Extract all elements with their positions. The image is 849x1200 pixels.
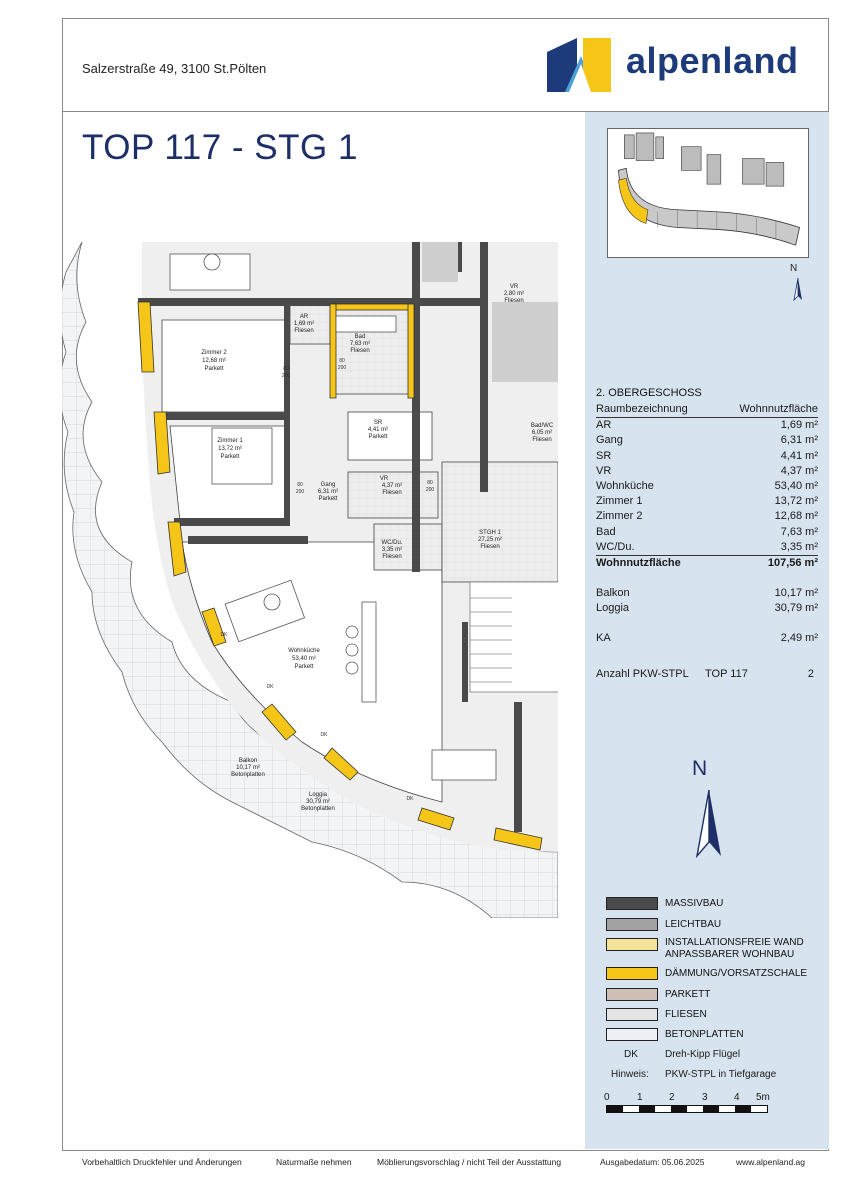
room-table bbox=[596, 402, 818, 571]
site-minimap bbox=[607, 128, 809, 258]
svg-text:10,17 m²: 10,17 m² bbox=[236, 765, 260, 771]
hint-label: PKW-STPL in Tiefgarage bbox=[665, 1069, 777, 1080]
svg-text:200: 200 bbox=[295, 489, 305, 495]
svg-text:Fliesen: Fliesen bbox=[504, 298, 524, 304]
svg-text:Fliesen: Fliesen bbox=[382, 490, 402, 496]
svg-text:Fliesen: Fliesen bbox=[532, 437, 552, 443]
project-address: Salzerstraße 49, 3100 St.Pölten bbox=[82, 61, 267, 76]
room-row: Gang 6,31 m² bbox=[596, 434, 818, 447]
north-arrow-icon bbox=[694, 790, 724, 858]
svg-text:3,35 m²: 3,35 m² bbox=[381, 547, 403, 553]
scale-ticks: 0 1 2 3 4 5m bbox=[604, 1092, 770, 1103]
svg-text:6,05 m²: 6,05 m² bbox=[531, 430, 553, 436]
svg-text:Fliesen: Fliesen bbox=[294, 328, 314, 334]
label-wc: WC/Du. bbox=[381, 540, 403, 546]
minimap-north-label: N bbox=[790, 263, 798, 274]
legend-swatch-parkett bbox=[606, 988, 658, 1001]
legend-label: FLIESEN bbox=[665, 1009, 707, 1020]
footer-measure: Naturmaße nehmen bbox=[276, 1157, 352, 1167]
room-row: SR 4,41 m² bbox=[596, 449, 818, 462]
total-row: Wohnnutzfläche 107,56 m² bbox=[596, 556, 818, 572]
footer-issue-date: Ausgabedatum: 05.06.2025 bbox=[600, 1157, 705, 1167]
room-row: Bad 7,63 m² bbox=[596, 525, 818, 538]
legend-label: PARKETT bbox=[665, 989, 711, 1000]
legend-label: INSTALLATIONSFREIE WAND ANPASSBARER WOHNBAU bbox=[665, 937, 804, 960]
page-title: TOP 117 - STG 1 bbox=[82, 128, 358, 167]
brand-name: alpenland bbox=[626, 40, 799, 81]
label-zimmer1: Zimmer 1 bbox=[217, 438, 243, 444]
label-balkon: Balkon bbox=[238, 758, 258, 764]
svg-text:27,25 m²: 27,25 m² bbox=[478, 537, 502, 543]
svg-text:Betonplatten: Betonplatten bbox=[301, 806, 335, 812]
floor-label: 2. OBERGESCHOSS bbox=[596, 387, 702, 399]
alpenland-logo-icon bbox=[543, 36, 613, 94]
svg-text:80: 80 bbox=[427, 480, 433, 486]
legend-label: MASSIVBAU bbox=[665, 898, 724, 909]
room-row: Wohnküche 53,40 m² bbox=[596, 480, 818, 493]
label-zimmer2: Zimmer 2 bbox=[201, 350, 227, 356]
col-name-header: Raumbezeichnung bbox=[596, 402, 715, 418]
svg-text:200: 200 bbox=[337, 365, 347, 371]
outdoor-row-loggia: Loggia 30,79 m² bbox=[596, 602, 818, 614]
svg-text:DK: DK bbox=[266, 684, 274, 690]
room-row: AR 1,69 m² bbox=[596, 419, 818, 432]
label-sr: SR bbox=[373, 420, 383, 426]
legend-swatch-betonplatten bbox=[606, 1028, 658, 1041]
room-row: Zimmer 2 12,68 m² bbox=[596, 510, 818, 523]
legend-label: DÄMMUNG/VORSATZSCHALE bbox=[665, 968, 808, 979]
room-row: Zimmer 1 13,72 m² bbox=[596, 495, 818, 508]
svg-text:80: 80 bbox=[339, 358, 345, 364]
svg-text:80: 80 bbox=[297, 482, 303, 488]
minimap-north-arrow-icon bbox=[792, 278, 804, 302]
svg-text:Fliesen: Fliesen bbox=[350, 348, 370, 354]
svg-text:Parkett: Parkett bbox=[368, 434, 388, 440]
svg-text:4,41 m²: 4,41 m² bbox=[367, 427, 389, 433]
outdoor-row-balkon: Balkon 10,17 m² bbox=[596, 587, 818, 599]
dk-label: DK bbox=[220, 632, 228, 638]
svg-text:Parkett: Parkett bbox=[294, 664, 314, 670]
label-neighbor-bad: Bad/WC bbox=[530, 423, 554, 429]
label-gang: Gang bbox=[320, 482, 336, 488]
label-wohnkueche: Wohnküche bbox=[288, 648, 320, 654]
svg-text:13,72 m²: 13,72 m² bbox=[218, 446, 242, 452]
svg-text:Fliesen: Fliesen bbox=[480, 544, 500, 550]
svg-text:Betonplatten: Betonplatten bbox=[231, 772, 265, 778]
legend-swatch-daemmung bbox=[606, 967, 658, 980]
dk-key: DK bbox=[624, 1049, 638, 1060]
room-row: WC/Du. 3,35 m² bbox=[596, 540, 818, 553]
floor-plan bbox=[62, 242, 558, 918]
legend-label: LEICHTBAU bbox=[665, 919, 722, 930]
svg-text:DK: DK bbox=[320, 732, 328, 738]
hint-key: Hinweis: bbox=[611, 1069, 649, 1080]
legend-swatch-fliesen bbox=[606, 1008, 658, 1021]
svg-text:6,31 m²: 6,31 m² bbox=[317, 489, 339, 495]
svg-text:1,69 m²: 1,69 m² bbox=[293, 321, 315, 327]
dk-label: Dreh-Kipp Flügel bbox=[665, 1049, 741, 1060]
legend-label: BETONPLATTEN bbox=[665, 1029, 744, 1040]
north-label: N bbox=[692, 757, 708, 780]
col-area-header: Wohnnutzfläche bbox=[715, 402, 818, 418]
svg-text:80: 80 bbox=[283, 366, 289, 372]
label-neighbor-vr: VR bbox=[509, 284, 519, 290]
svg-text:Parkett: Parkett bbox=[318, 496, 338, 502]
svg-text:200: 200 bbox=[425, 487, 435, 493]
svg-text:Parkett: Parkett bbox=[204, 366, 224, 372]
storage-row: KA 2,49 m² bbox=[596, 632, 818, 644]
label-vr: VR bbox=[379, 476, 389, 482]
scale-bar bbox=[606, 1105, 768, 1113]
label-ar: AR bbox=[299, 314, 309, 320]
label-loggia: Loggia bbox=[308, 792, 328, 798]
footer-disclaimer: Vorbehaltlich Druckfehler und Änderungen bbox=[82, 1157, 242, 1167]
label-bad: Bad bbox=[354, 334, 366, 340]
svg-text:200: 200 bbox=[281, 373, 291, 379]
svg-text:12,68 m²: 12,68 m² bbox=[202, 358, 226, 364]
footer-website[interactable]: www.alpenland.ag bbox=[736, 1157, 805, 1167]
svg-text:Fliesen: Fliesen bbox=[382, 554, 402, 560]
svg-text:Parkett: Parkett bbox=[220, 454, 240, 460]
svg-text:4,37 m²: 4,37 m² bbox=[381, 483, 403, 489]
legend-swatch-massivbau bbox=[606, 897, 658, 910]
room-row: VR 4,37 m² bbox=[596, 464, 818, 477]
legend-swatch-leichtbau bbox=[606, 918, 658, 931]
legend-swatch-installationsfrei bbox=[606, 938, 658, 951]
svg-text:2,80 m²: 2,80 m² bbox=[503, 291, 525, 297]
svg-text:DK: DK bbox=[406, 796, 414, 802]
label-stg: STGH 1 bbox=[479, 530, 501, 536]
svg-text:7,63 m²: 7,63 m² bbox=[349, 341, 371, 347]
footer-furnishing: Möblierungsvorschlag / nicht Teil der Ausstattung bbox=[377, 1157, 562, 1167]
svg-text:53,40 m²: 53,40 m² bbox=[292, 656, 316, 662]
svg-text:30,79 m²: 30,79 m² bbox=[306, 799, 330, 805]
